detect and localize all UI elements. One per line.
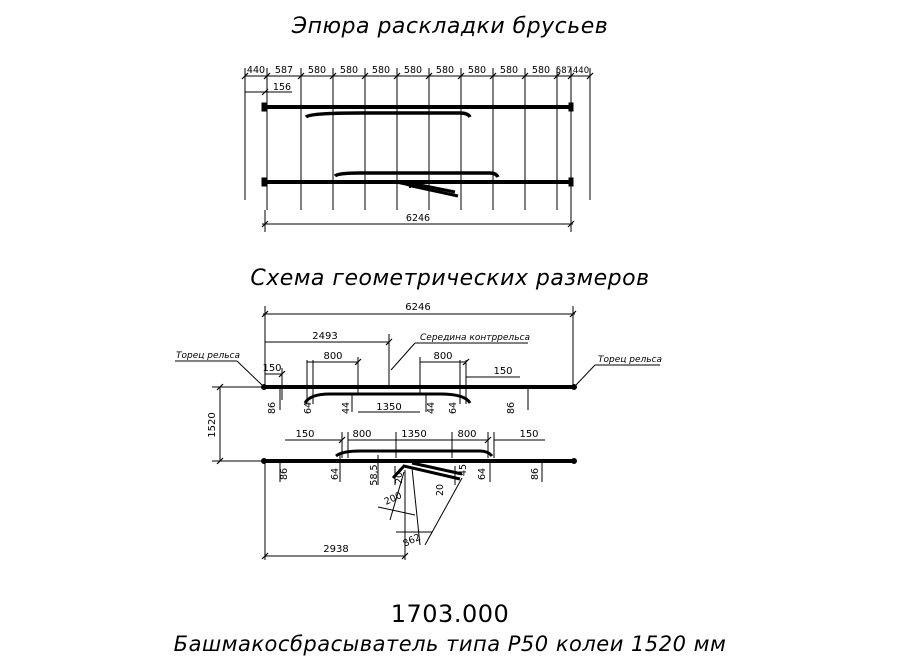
dim-800-bottom-left: 800 bbox=[352, 429, 372, 440]
guard-rail-bottom bbox=[336, 451, 492, 456]
dim-150-bottom-left: 150 bbox=[295, 429, 315, 440]
v20-bottom-a: 20 bbox=[394, 471, 405, 485]
v86-bottom-right: 86 bbox=[530, 467, 541, 481]
drawing-number: 1703.000 bbox=[390, 600, 510, 628]
dim-200: 200 bbox=[382, 490, 404, 508]
dim-862: 862 bbox=[401, 531, 423, 550]
geometry-scheme bbox=[175, 302, 662, 560]
guard-rail-top bbox=[306, 113, 470, 117]
v64-top-right: 64 bbox=[448, 401, 459, 415]
dim-1350-top: 1350 bbox=[376, 402, 402, 413]
v45-bottom: 45 bbox=[458, 463, 469, 477]
guard-rail-bottom bbox=[335, 173, 498, 177]
spacing-label: 580 bbox=[531, 65, 551, 76]
spacing-label: 440 bbox=[246, 65, 266, 76]
spacing-label: 580 bbox=[371, 65, 391, 76]
total-length-label: 6246 bbox=[405, 302, 431, 313]
spacing-label: 580 bbox=[307, 65, 327, 76]
gauge-label: 1520 bbox=[207, 412, 218, 438]
spacing-label: 587 bbox=[274, 65, 294, 76]
v64-top-left: 64 bbox=[303, 401, 314, 415]
spacing-label: 580 bbox=[499, 65, 519, 76]
v58-5-bottom: 58,5 bbox=[369, 464, 380, 486]
dim-800-top-left: 800 bbox=[323, 351, 343, 362]
geometry-scheme-title: Схема геометрических размеров bbox=[250, 266, 650, 291]
v86-top-left: 86 bbox=[267, 401, 278, 415]
drawing-caption: Башмакосбрасыватель типа Р50 колеи 1520 мм bbox=[173, 632, 727, 656]
rail-end-right-label: Торец рельса bbox=[598, 355, 663, 365]
dim-800-bottom-right: 800 bbox=[457, 429, 477, 440]
spacing-label: 580 bbox=[435, 65, 455, 76]
spacing-label: 587 bbox=[555, 66, 573, 76]
dim-2938: 2938 bbox=[323, 544, 349, 555]
v44-top-right: 44 bbox=[426, 401, 437, 415]
dim-1350-bottom: 1350 bbox=[401, 429, 427, 440]
v64-bottom-left: 64 bbox=[330, 467, 341, 481]
layout-plan-title: Эпюра раскладки брусьев bbox=[291, 14, 609, 39]
v86-top-right: 86 bbox=[506, 401, 517, 415]
spacing-label: 580 bbox=[339, 65, 359, 76]
offset-label: 156 bbox=[272, 82, 292, 93]
v44-top-left: 44 bbox=[341, 401, 352, 415]
rail-end-left-label: Торец рельса bbox=[176, 351, 241, 361]
dim-150-top-right: 150 bbox=[493, 366, 513, 377]
dim-150-top-left: 150 bbox=[262, 363, 282, 374]
dim-800-top-right: 800 bbox=[433, 351, 453, 362]
spacing-label: 580 bbox=[467, 65, 487, 76]
spacing-label: 580 bbox=[403, 65, 423, 76]
v20-bottom-b: 20 bbox=[435, 483, 446, 497]
v86-bottom-left: 86 bbox=[279, 467, 290, 481]
total-length-label: 6246 bbox=[405, 213, 431, 224]
spacing-label: 440 bbox=[572, 66, 590, 76]
dim-150-bottom-right: 150 bbox=[519, 429, 539, 440]
v64-bottom-right: 64 bbox=[477, 467, 488, 481]
layout-plan bbox=[242, 65, 593, 232]
guard-rail-middle-label: Середина контррельса bbox=[420, 333, 530, 343]
dim-2493: 2493 bbox=[312, 331, 338, 342]
